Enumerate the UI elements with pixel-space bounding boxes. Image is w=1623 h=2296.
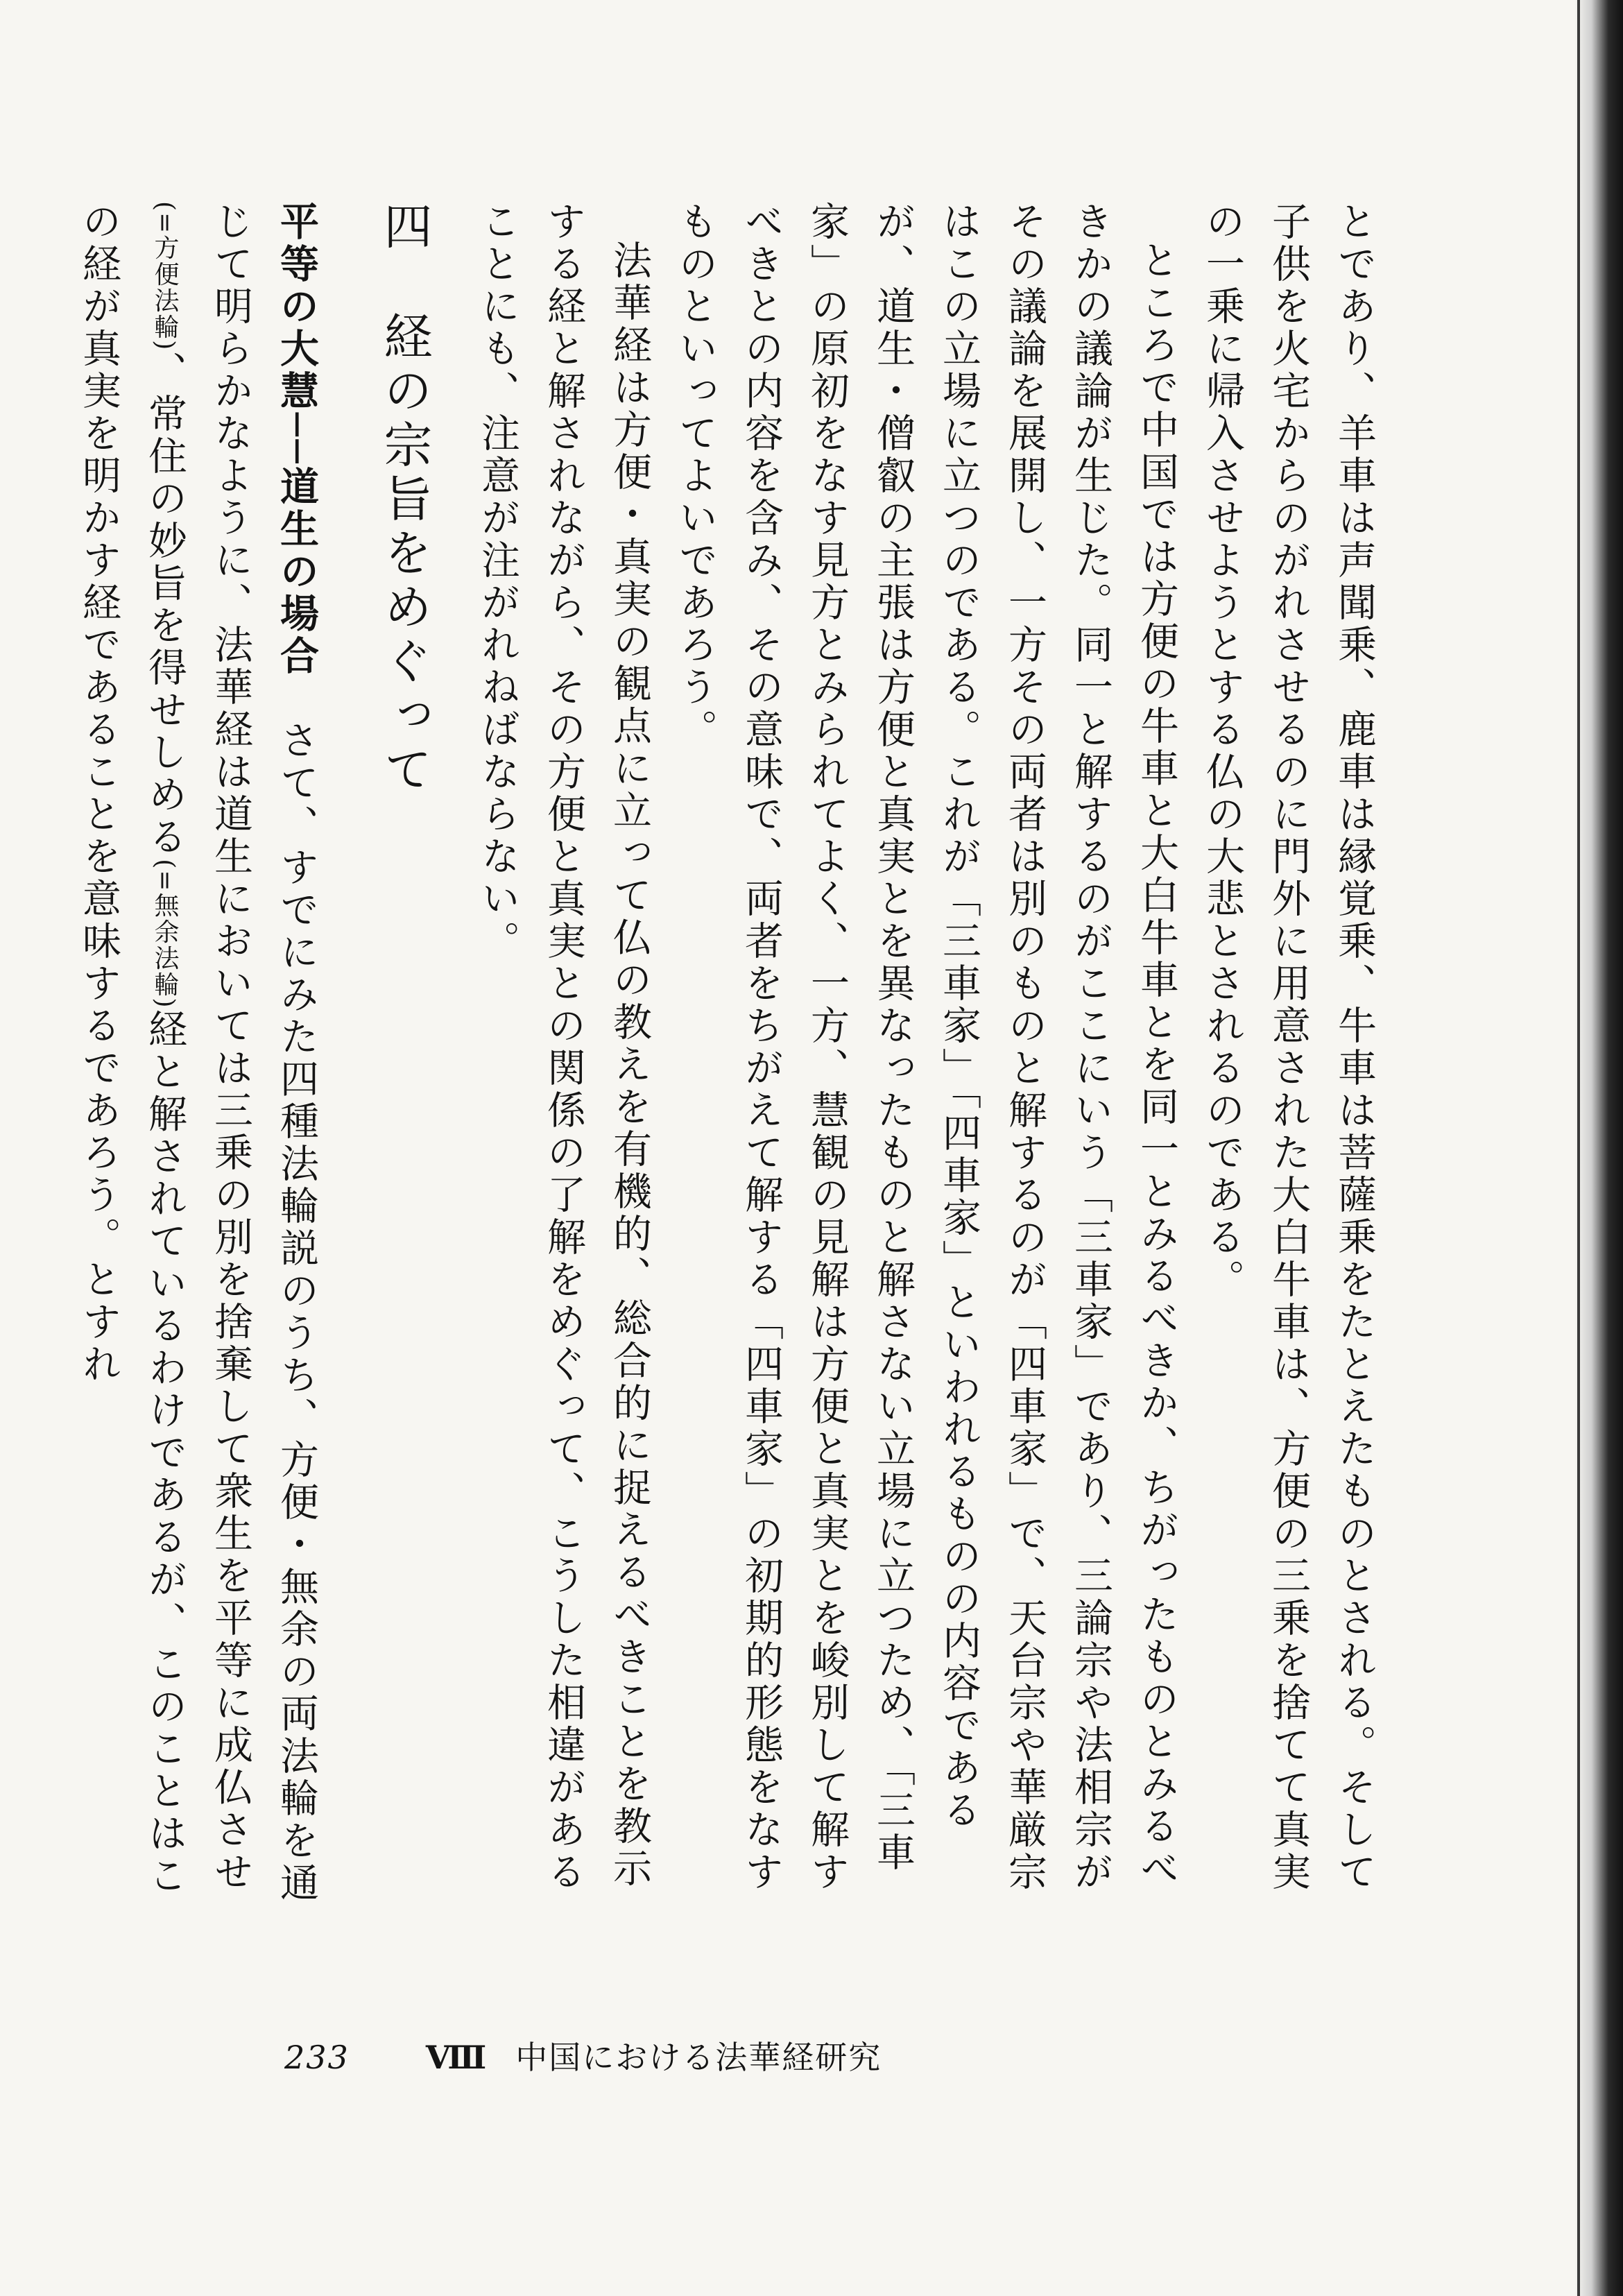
section-number: 四 (376, 201, 433, 255)
chapter-title: 中国における法華経研究 (515, 2039, 882, 2076)
paragraph-4-part-a: さて、すでにみた四種法輪説のうち、方便・無余の両法輪を通じて明らかなように、法華経は道生においては三乗の別を捨棄して衆生を平等に成仏させ (208, 201, 319, 1905)
paragraph-4-part-c: 経と解されているわけであるが、このことはこの経が真実を明かす経であることを意味するであろう。とすれ (76, 201, 187, 1898)
vertical-text-body (76, 201, 1387, 1914)
page-number: 233 (284, 2039, 350, 2076)
chapter-numeral: Ⅷ (425, 2039, 488, 2076)
inline-note-1: (=方便法輪) (151, 201, 179, 352)
scan-dark-edge (1574, 0, 1623, 2296)
section-title: 経の宗旨をめぐって (376, 311, 433, 798)
inline-note-2: (=無余法輪) (151, 859, 179, 1009)
paragraph-4-part-b: 、常住の妙旨を得せしめる (142, 351, 187, 859)
subheading: 平等の大慧──道生の場合 (274, 201, 319, 678)
page-binding-line (1577, 0, 1580, 2296)
paragraph-1: とであり、羊車は声聞乗、鹿車は縁覚乗、牛車は菩薩乗をたとえたものとされる。そして子供を火宅からのがれさせるのに門外に用意された大白牛車は、方便の三乗を捨てて真実の一乗に帰入させようとする仏の大悲とされるのである。 (1200, 201, 1377, 1894)
paragraph-2: ところで中国では方便の牛車と大白牛車とを同一とみるべきか、ちがったものとみるべきかの議論が生じた。同一と解するのがここにいう「三車家」であり、三論宗や法相宗がその議論を展開し、一方その両者は別のものと解するのが「四車家」で、天台宗や華厳宗はこの立場に立つのである。これが「三車家」「四車家」といわれるものの内容であるが、道生・僧叡の主張は方便と真実とを異なったものと解さない立場に立つため、「三車家」の原初をなす見方とみられてよく、一方、慧観の見解は方便と真実とを峻別して解すべきとの内容を含み、その意味で、両者をちがえて解する「四車家」の初期的形態をなすものといってよいであろう。 (673, 201, 1179, 1894)
section-heading (371, 201, 437, 1914)
page-footer (284, 2032, 882, 2078)
paragraph-4 (66, 201, 329, 1914)
paragraph-3: 法華経は方便・真実の観点に立って仏の教えを有機的、総合的に捉えるべきことを教示する経と解されながら、その方便と真実との関係の了解をめぐって、こうした相違があることにも、注意が注がれねばならない。 (475, 201, 652, 1894)
